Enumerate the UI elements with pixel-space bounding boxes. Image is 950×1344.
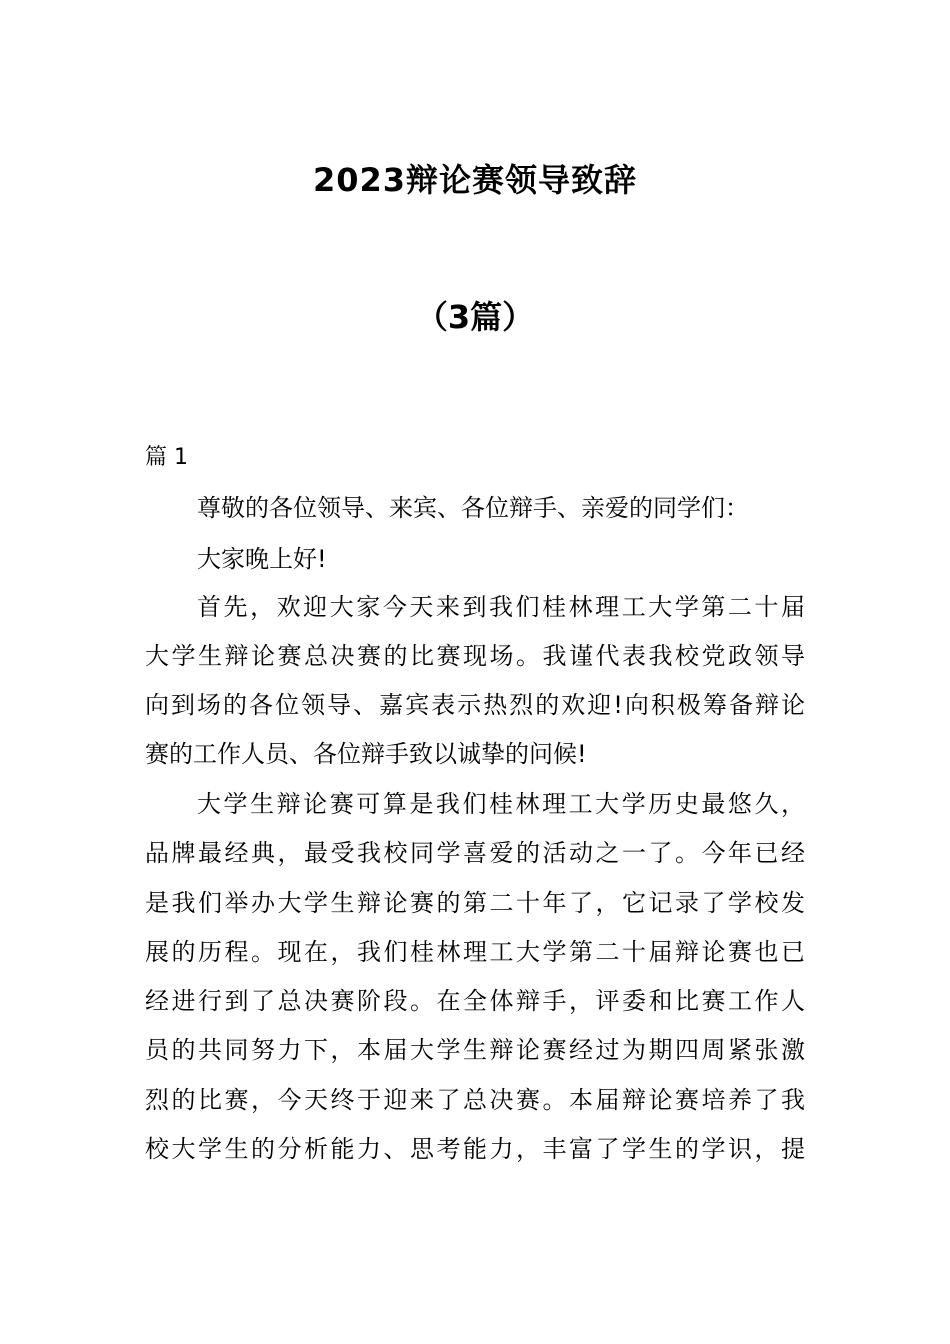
paragraph-line: 赛的工作人员、各位辩手致以诚挚的问候! (145, 740, 587, 768)
paragraph-line: 尊敬的各位领导、来宾、各位辩手、亲爱的同学们： (197, 494, 749, 522)
paragraph-line: 烈的比赛，今天终于迎来了总决赛。本届辩论赛培养了我 (145, 1086, 805, 1114)
paragraph-line: 大学生辩论赛可算是我们桂林理工大学历史最悠久， (197, 790, 805, 818)
paragraph-line: 首先，欢迎大家今天来到我们桂林理工大学第二十届 (197, 593, 805, 621)
document-subtitle: （3篇） (415, 298, 535, 336)
paragraph-line: 经进行到了总决赛阶段。在全体辩手，评委和比赛工作人 (145, 987, 805, 1015)
paragraph-line: 是我们举办大学生辩论赛的第二十年了，它记录了学校发 (145, 889, 805, 917)
paragraph-line: 大学生辩论赛总决赛的比赛现场。我谨代表我校党政领导 (145, 642, 805, 670)
paragraph-line: 校大学生的分析能力、思考能力，丰富了学生的学识，提 (145, 1135, 805, 1163)
document-title: 2023辩论赛领导致辞 (312, 161, 638, 199)
paragraph-line: 品牌最经典，最受我校同学喜爱的活动之一了。今年已经 (145, 839, 805, 867)
paragraph-line: 向到场的各位领导、嘉宾表示热烈的欢迎!向积极筹备辩论 (145, 691, 805, 719)
paragraph-line: 展的历程。现在，我们桂林理工大学第二十届辩论赛也已 (145, 938, 805, 966)
paragraph-line: 大家晚上好! (197, 545, 327, 573)
paragraph-line: 员的共同努力下，本届大学生辩论赛经过为期四周紧张激 (145, 1036, 805, 1064)
section-label: 篇 1 (145, 445, 188, 470)
